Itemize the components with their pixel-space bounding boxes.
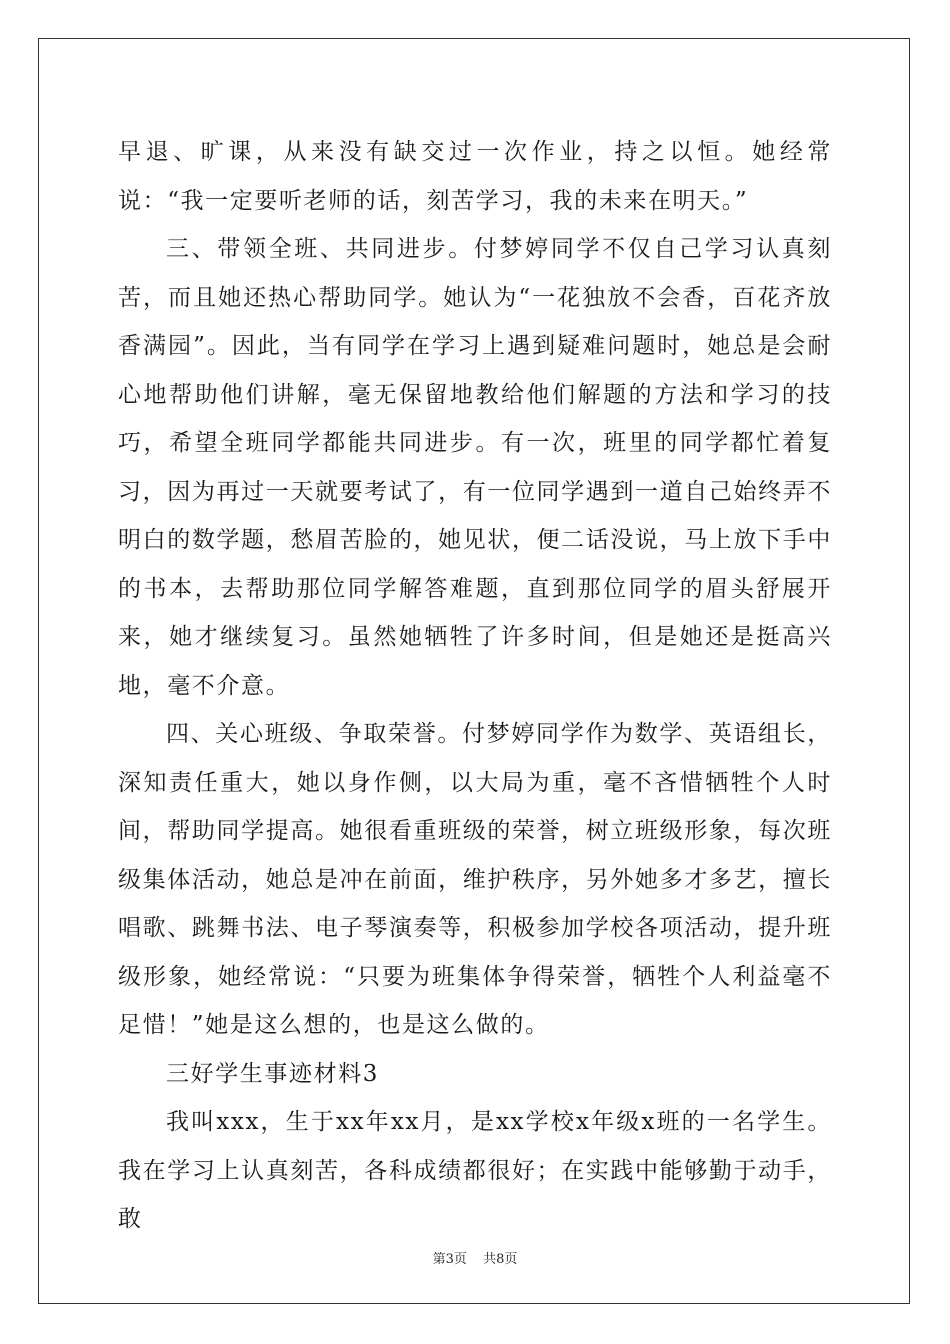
- paragraph-section-four: 四、关心班级、争取荣誉。付梦婷同学作为数学、英语组长，深知责任重大，她以身作侧，以大局为重，毫不吝惜牺牲个人时间，帮助同学提高。她很看重班级的荣誉，树立班级形象，每次班级集体活动，她总是冲在前面，维护秩序，另外她多才多艺，擅长唱歌、跳舞书法、电子琴演奏等，积极参加学校各项活动，提升班级形象，她经常说：“只要为班集体争得荣誉，牺牲个人利益毫不足惜！”她是这么想的，也是这么做的。: [118, 721, 832, 1038]
- paragraph-section-three: 三、带领全班、共同进步。付梦婷同学不仅自己学习认真刻苦，而且她还热心帮助同学。她认为“一花独放不会香，百花齐放香满园”。因此，当有同学在学习上遇到疑难问题时，她总是会耐心地帮助他们讲解，毫无保留地教给他们解题的方法和学习的技巧，希望全班同学都能共同进步。有一次，班里的同学都忙着复习，因为再过一天就要考试了，有一位同学遇到一道自己始终弄不明白的数学题，愁眉苦脸的，她见状，便二话没说，马上放下手中的书本，去帮助那位同学解答难题，直到那位同学的眉头舒展开来，她才继续复习。虽然她牺牲了许多时间，但是她还是挺高兴地，毫不介意。: [118, 236, 832, 699]
- total-pages: 共8页: [483, 1252, 518, 1267]
- page-footer: [0, 1248, 950, 1267]
- paragraph-continuation: 早退、旷课，从来没有缺交过一次作业，持之以恒。她经常说：“我一定要听老师的话，刻苦学习，我的未来在明天。”: [118, 139, 832, 214]
- current-page-number: 第3页: [432, 1252, 467, 1267]
- section-heading: 三好学生事迹材料3: [166, 1060, 380, 1087]
- document-body: [118, 128, 832, 1244]
- paragraph-introduction: 我叫xxx，生于xx年xx月，是xx学校x年级x班的一名学生。我在学习上认真刻苦，各科成绩都很好；在实践中能够勤于动手，敢: [118, 1109, 832, 1232]
